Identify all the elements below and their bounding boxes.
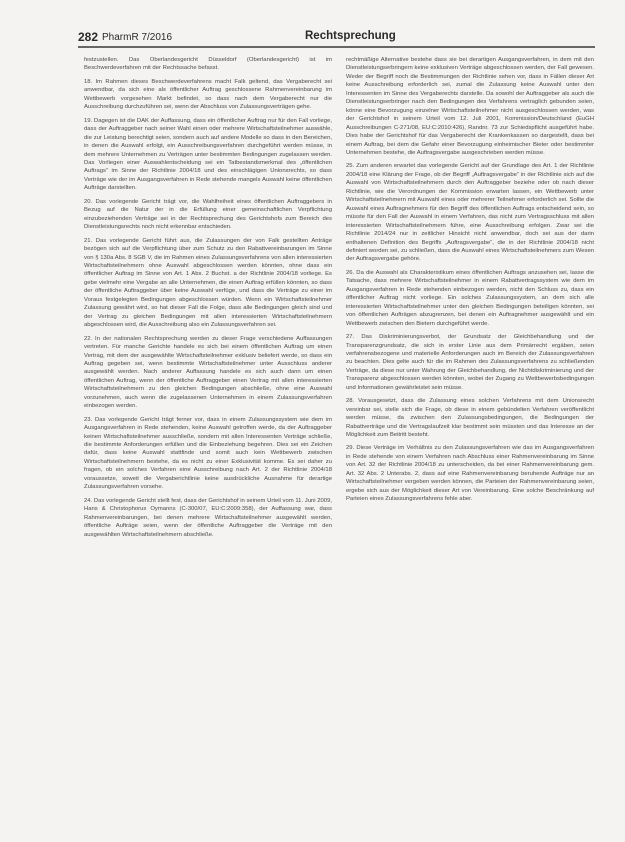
- right-column: [346, 56, 594, 509]
- paragraph: 19. Dagegen ist die DAK der Auffassung, dass ein öffentlicher Auftrag nur für den Fall vorliege, dass der Auftraggeber nach seiner Wahl einen oder mehrere Wirtschaftsteilnehmer auswähle, die zur Leistung berechtigt seien, sondern auch auf andere Modelle so dass in den Bereichen, in denen die Auswahl erfolgt, ein Ausschreibungsverfahren durchgeführt werden müsse, in dem mehrere Unternehmen zu Verträgen unter bestimmten Bedingungen zugelassen werden. Das Vorliegen einer Auswahlentscheidung sei ein Tatbestandsmerkmal des „öffentlichen Auftrags“ im Sinne der Richtlinie 2004/18 und des einschlägigen Unionsrechts, so dass Verträge wie der im Ausgangsverfahren in Rede stehende mangels Auswahl keine öffentlichen Aufträge darstellten.: [84, 117, 332, 192]
- paragraph: 29. Diese Verträge im Verhältnis zu den Zulassungsverfahren wie das im Ausgangsverfahren in Rede stehende von einem Verfahren nach Abschluss einer Rahmenvereinbarung im Sinne von Art. 32 der Richtlinie 2004/18 zu unterscheiden, da bei einer Rahmenvereinbarung gem. Art. 32 Abs. 2 Unterabs. 2, dass auf eine Rahmenvereinbarung beruhende Aufträge nur an Wirtschaftsteilnehmer vergeben werden können, die Parteien der Rahmenvereinbarung seien, ergebe sich aus der Möglichkeit dieser Art von Vereinbarung. Eine solche Beschränkung auf Parteien eines Zulassungsverfahrens fehle aber.: [346, 445, 594, 503]
- left-column: [84, 56, 332, 544]
- paragraph: 22. In der nationalen Rechtsprechung werden zu dieser Frage verschiedene Auffassungen vertreten. Für manche Gerichte handele es sich bei einem öffentlichen Auftrag um einen Vertrag, mit dem der ausgewählte Wirtschaftsteilnehmer exklusiv beliefert werde, so dass ein Auftrag gegeben sei, wenn bestimmte Wirtschaftsteilnehmer unter Ausschluss anderer ausgewählt werden. Nach anderer Auffassung handele es sich auch dann um einen öffentlichen Auftrag, wenn der öffentliche Auftraggeber einen Vertrag mit allen interessierten Wirtschaftsteilnehmern zu den gleichen Bedingungen abschließe, ohne eine Auswahl vorzunehmen, auch wenn die zugelassenen Unternehmen in einem Zulassungsverfahren einbezogen werden.: [84, 335, 332, 410]
- paragraph: 27. Das Diskriminierungsverbot, der Grundsatz der Gleichbehandlung und der Transparenzgrundsatz, die sich in erster Linie aus dem Primärrecht ergäben, seien verfahrensbezogene und materielle Anforderungen auch im Bereich der Zulassungsverfahren zu beachten. Dies gelte auch für die im Rahmen des Zulassungsverfahrens zu schließenden Verträge, da diese nur unter Wahrung der Gleichbehandlung, der Nichtdiskriminierung und der Transparenz abgeschlossen werden könnten, wobei der Zugang zu Wettbewerbsbedingungen und Informationen gewährleistet sein müsse.: [346, 334, 594, 391]
- header-rule: [78, 46, 595, 48]
- section-title: Rechtsprechung: [305, 30, 396, 42]
- page-number: 282: [78, 30, 99, 44]
- paragraph: 25. Zum anderen erwartet das vorlegende Gericht auf der Grundlage des Art. 1 der Richtlinie 2004/18 eine Klärung der Frage, ob der Begriff „Auftragsvergabe“ in der Richtlinie sich auf die Auswahl von Wirtschaftsteilnehmern durch den Auftraggeber beziehe oder ob nach dieser Richtlinie, wie die Verordnungen der Kommission erwarten lassen, ein Wettbewerb unter Wirtschaftsteilnehmern mit Auswahl eines oder mehrerer Teilnehmer erforderlich sei. Sollte die Auswahl eines Auftragnehmers für den Begriff des öffentlichen Auftrags entscheidend sein, so müsste für den Fall der Auswahl in einem Verfahren, das nicht zum Vertragsschluss mit allen interessierten Wirtschaftsteilnehmern führe, eine Ausschreibung erfolgen. Zwar sei die Richtlinie 2014/24 nur in zeitlicher Hinsicht nicht anwendbar, doch sei aus der darin enthaltenen Definition des Begriffs „Auftragsvergabe“, die in der Richtlinie 2004/18 nicht definiert worden sei, zu schließen, dass die Auswahl eines Wirtschaftsteilnehmers zum Wesen der Auftragsvergabe gehöre.: [346, 163, 594, 263]
- paragraph: rechtmäßige Alternative bestehe dass sie bei derartigen Ausgangsverfahren, in dem mit den Dienstleistungserbringern keine exklusiven Verträge abgeschlossen werden, der Fall gewesen. Weder der Begriff noch die Bestimmungen der Richtlinie sehen vor, dass in Fällen dieser Art keine Ausschreibung erforderlich sei, zumal die Zulassung keine Auswahl unter den Interessenten im Sinne des Vergaberechts darstelle. Da sowohl der Auftraggeber als auch die Dienstleistungserbringer nach den Bedingungen des Verfahrens vertraglich gebunden seien, könne eine Bevorzugung einzelner Wirtschaftsteilnehmer nicht ausgeschlossen werden, was der Gerichtshof in seinem Urteil vom 12. Juli 2001, Kommission/Deutschland (EuGH Ausschreibungen C-271/08, EU:C:2010:426), Randnr. 73 zur Schiedspflicht ausgeführt habe. Dies habe der Gerichtshof für das Vergaberecht der Krankenkassen so dargestellt, dass bei einem Auftrag, bei dem die Gefahr einer Bevorzugung einheimischer Bieter oder bestimmter Unternehmen bestehe, die Auftragsvergabe ausgeschrieben werden müsse.: [346, 57, 594, 156]
- journal-name: PharmR 7/2016: [102, 32, 173, 43]
- paragraph: 28. Vorausgesetzt, dass die Zulassung eines solchen Verfahrens mit dem Unionsrecht vereinbar sei, stelle sich die Frage, ob diese in einem gebündelten Verfahren veröffentlicht werden müsse, da zwischen den Zulassungsbedingungen, die Bedingungen der Rabattverträge und die Vertragslaufzeit klar bestimmt sein müssten und das Interesse an der Möglichkeit zum Beitritt besteht.: [346, 398, 594, 439]
- paragraph: 18. Im Rahmen dieses Beschwerdeverfahrens macht Falk geltend, das Vergaberecht sei anwendbar, da sich eine als öffentlicher Auftrag geschlossene Rahmenvereinbarung im Wettbewerb vorgesehen Markt befindet, so dass nach dem Vergaberecht nur die Ausschreibung durchzuführen sei, wenn der Abschluss von Zulassungsverträgen gehe.: [84, 78, 332, 111]
- paragraph: 20. Das vorlegende Gericht trägt vor, die Wahlfreiheit eines öffentlichen Auftraggebers in Bezug auf die Natur der in die Erfüllung einer gemeinschaftlichen Verpflichtung einzubeziehenden Verträge sei in der Rechtsprechung des Gerichtshofs zum Bereich des Dienstleistungsrechts noch nicht erkennbar entschieden.: [84, 198, 332, 231]
- paragraph: 21. Das vorlegende Gericht führt aus, die Zulassungen der von Falk gestellten Anträge bezögen sich auf die Verpflichtung über zum Schutz zu den Rabattvereinbarungen im Sinne von § 130a Abs. 8 SGB V, die im Rahmen eines Zulassungsverfahrens von allen interessierten Wirtschaftsteilnehmern ohne Auswahl abgeschlossen werden könnten, ohne dass ein öffentlicher Auftrag im Sinne von Art. 1 Abs. 2 Buchst. a der Richtlinie 2004/18 vorliege. Es gebe vielmehr eine Vergabe an alle Unternehmen, die einen Auftrag erfüllen könnten, so dass der öffentliche Auftraggeber über keine Auswahl verfüge, und dass die Verträge zu einer im Voraus festgelegten Bedingungen abgeschlossen würden. Wenn ein Wirtschaftsteilnehmer Zulassung gewährt wird, so hat dieser Fall die Folge, dass alle Bedingungen gleich sind und der Vertrag zu gleichen Bedingungen mit allen interessierten Wirtschaftsteilnehmern abgeschlossen wird, die Ausschreibung also ein Zulassungsverfahren sei.: [84, 237, 332, 329]
- paragraph: festzustellen. Das Oberlandesgericht Düsseldorf (Oberlandesgericht) ist im Beschwerdeverfahren mit der Rechtssache befasst.: [84, 57, 332, 72]
- paragraph: 26. Da die Auswahl als Charakteristikum eines öffentlichen Auftrags anzusehen sei, lasse die Tatsache, dass mehrere Wirtschaftsteilnehmer in einem Rabattvertragssystem wie dem im Ausgangsverfahren in Rede stehenden einbezogen werden, nicht den Schluss zu, dass ein öffentlicher Auftrag nicht vorliege. Ein solches Zulassungssystem, an dem sich alle interessierten Wirtschaftsteilnehmer unter den gleichen Bedingungen beteiligen könnten, sei von öffentlichen Aufträgen abzugrenzen, bei denen ein Auftragnehmer ausgewählt und ein Wettbewerb zwischen den Bietern durchgeführt werde.: [346, 269, 594, 327]
- paragraph: 23. Das vorlegende Gericht trägt ferner vor, dass in einem Zulassungssystem wie dem im Ausgangsverfahren in Rede stehenden, keine Auswahl getroffen werde, da der Auftraggeber keinen Wirtschaftsteilnehmer ausschließe, sondern mit allen Interessenten Verträge schließe, die bestimmte Anforderungen erfüllen und die Einbeziehung begehren. Dies sei ein Zeichen dafür, dass keine Auswahl stattfinde und somit auch kein Wettbewerb zwischen Wirtschaftsteilnehmern bestehe, da es nicht zu einer Exklusivität komme. Es sei daher zu fragen, ob ein solches Verfahren eine Ausschreibung nach Art. 2 der Richtlinie 2004/18 voraussetze, soweit die Vergaberichtlinie keine ausdrückliche Ausnahme für derartige Zulassungsverfahren vorsehe.: [84, 416, 332, 491]
- page-header: [78, 30, 595, 52]
- paragraph: 24. Das vorlegende Gericht stellt fest, dass der Gerichtshof in seinem Urteil vom 11. Juni 2009, Hans & Christophorus Oymanns (C-300/07, EU:C:2009:358), der Auffassung war, dass Rahmenvereinbarungen, bei denen mehrere Wirtschaftsteilnehmer ausgewählt werden, öffentliche Aufträge seien, wenn der öffentliche Auftraggeber die Verträge mit den ausgewählten Wirtschaftsteilnehmern abschließe.: [84, 497, 332, 538]
